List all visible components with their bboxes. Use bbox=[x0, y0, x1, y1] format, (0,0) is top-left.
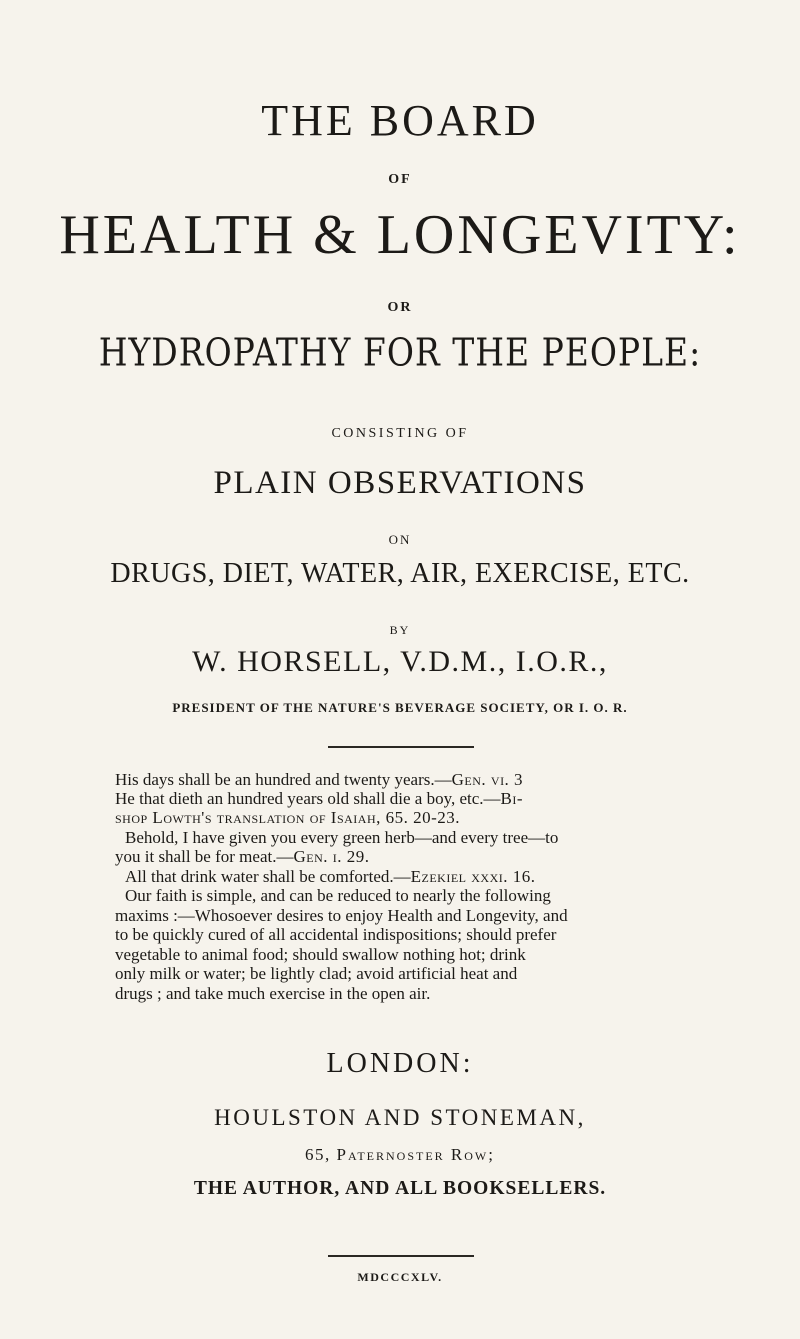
imprint-address bbox=[0, 1145, 800, 1165]
divider-rule bbox=[328, 1255, 474, 1257]
subtitle-consisting-of: CONSISTING OF bbox=[331, 426, 469, 441]
imprint-address-number: 65, bbox=[305, 1145, 331, 1164]
epigraph-isaiah bbox=[115, 789, 725, 809]
maxims-line: maxims :—Whosoever desires to enjoy Health and Longevity, and bbox=[115, 906, 568, 925]
epigraph-text: All that drink water shall be comforted.— bbox=[125, 867, 411, 886]
epigraph-text: His days shall be an hundred and twenty years.— bbox=[115, 770, 452, 789]
epigraph-genesis-6 bbox=[115, 770, 725, 790]
subtitle-hydropathy: HYDROPATHY FOR THE PEOPLE: bbox=[98, 330, 702, 375]
epigraph-text: Behold, I have given you every green herb—and every tree—to bbox=[125, 828, 559, 847]
epigraph-reference: Gen. i. 29. bbox=[293, 847, 370, 866]
maxims-line: Our faith is simple, and can be reduced to nearly the following bbox=[125, 886, 551, 905]
title-line-of: OF bbox=[388, 172, 412, 187]
divider-rule bbox=[328, 746, 474, 748]
epigraph-text: you it shall be for meat.— bbox=[115, 847, 294, 866]
epigraph-reference: Gen. vi. 3 bbox=[451, 770, 524, 789]
epigraph-reference: Bi- bbox=[500, 789, 524, 808]
byline-by: BY bbox=[389, 623, 411, 637]
maxims-line: vegetable to animal food; should swallow nothing hot; drink bbox=[115, 945, 526, 964]
title-line-health-longevity: HEALTH & LONGEVITY: bbox=[59, 204, 741, 266]
subtitle-topics: DRUGS, DIET, WATER, AIR, EXERCISE, ETC. bbox=[110, 558, 690, 589]
imprint-address-street: Paternoster Row; bbox=[336, 1145, 495, 1164]
epigraph-genesis-1 bbox=[115, 828, 735, 848]
subtitle-on: ON bbox=[388, 532, 412, 547]
title-line-or: OR bbox=[387, 300, 413, 315]
imprint-date: MDCCCXLV. bbox=[357, 1270, 443, 1284]
subtitle-plain-observations: PLAIN OBSERVATIONS bbox=[213, 465, 587, 501]
epigraph-genesis-1-cont bbox=[115, 847, 725, 867]
maxims-line: to be quickly cured of all accidental indispositions; should prefer bbox=[115, 925, 557, 944]
author-name: W. HORSELL, V.D.M., I.O.R., bbox=[192, 645, 608, 678]
title-line-board: THE BOARD bbox=[261, 96, 539, 145]
maxims-line: only milk or water; be lightly clad; avoid artificial heat and bbox=[115, 964, 518, 983]
imprint-city: LONDON: bbox=[326, 1048, 474, 1079]
epigraph-ezekiel bbox=[115, 867, 735, 887]
epigraph-isaiah-reference bbox=[115, 808, 725, 828]
epigraph-reference: shop Lowth's translation of Isaiah, 65. 20-23. bbox=[115, 808, 461, 827]
imprint-sellers: THE AUTHOR, AND ALL BOOKSELLERS. bbox=[193, 1178, 607, 1199]
author-position: PRESIDENT OF THE NATURE'S BEVERAGE SOCIETY, OR I. O. R. bbox=[172, 700, 628, 715]
epigraph-text: He that dieth an hundred years old shall die a boy, etc.— bbox=[115, 789, 501, 808]
maxims-line: drugs ; and take much exercise in the open air. bbox=[115, 984, 431, 1003]
imprint-publisher: HOULSTON AND STONEMAN, bbox=[214, 1105, 586, 1130]
epigraph-reference: Ezekiel xxxi. 16. bbox=[410, 867, 536, 886]
